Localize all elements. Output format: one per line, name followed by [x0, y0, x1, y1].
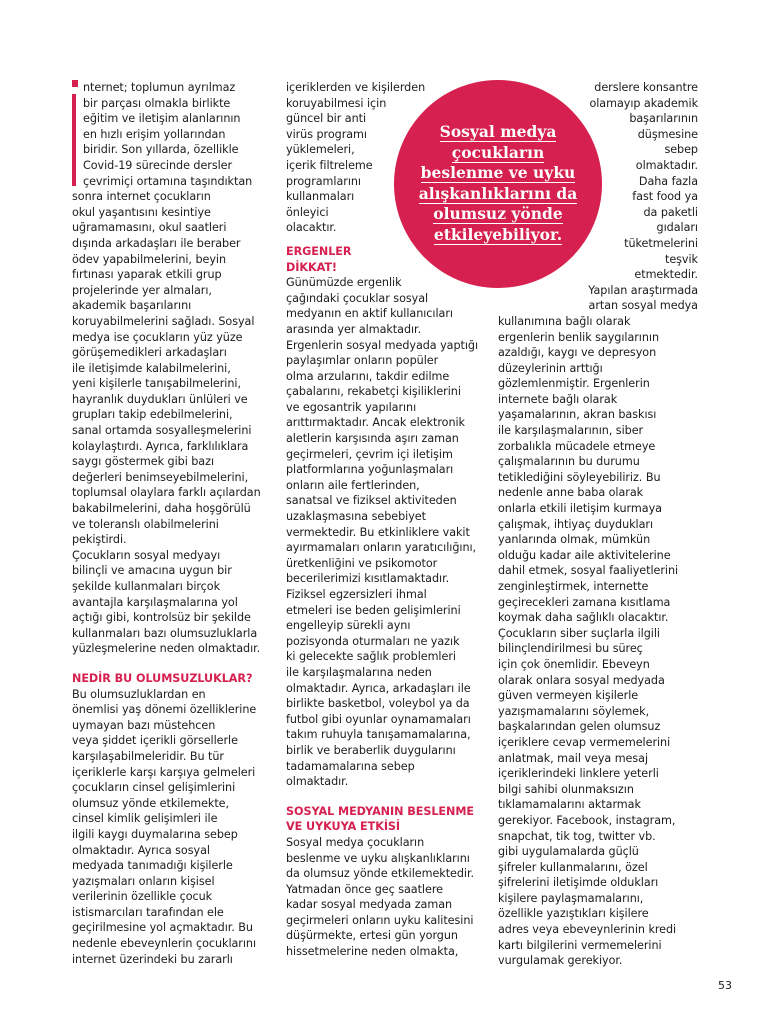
text-line: Yapılan araştırmada: [588, 283, 698, 297]
text-line: açtığı gibi, kontrolsüz bir şekilde: [72, 611, 251, 625]
text-line: kolaylaştırdı. Ayrıca, farklılıklara: [72, 439, 249, 453]
pull-quote-line: çocukların: [451, 142, 545, 162]
text-line: bakabilmelerini, daha hoşgörülü: [72, 502, 251, 516]
pull-quote-line: Sosyal medya: [439, 122, 557, 141]
text-line: şekilde kullanmaları birçok: [72, 580, 221, 593]
text-line: ilgili kaygı duymalarına sebep: [72, 827, 238, 841]
text-line: nedenle ebeveynlerin çocuklarını: [72, 937, 257, 951]
text-line: ile karşılaşmalarının, siber: [498, 424, 644, 438]
text-line: hayranlık duydukları ünlüleri ve: [72, 392, 248, 406]
text-line: aletlerin karşısında aşırı zaman: [286, 432, 459, 446]
text-line: sanal ortamda sosyalleşmelerini: [72, 424, 252, 438]
text-line: Daha fazla: [638, 174, 698, 188]
text-line: engelleyip sürekli aynı: [286, 619, 411, 633]
pull-quote-line: olumsuz yönde: [433, 204, 563, 224]
page-number: 53: [718, 979, 732, 992]
text-line: beslenme ve uyku alışkanlıklarını: [286, 851, 470, 865]
text-line: özellikle yazıştıkları kişilere: [498, 907, 649, 921]
text-line: istismarcıları tarafından ele: [72, 905, 224, 919]
text-line: onların aile fertlerinden,: [286, 478, 420, 492]
text-line: tıklamamalarını aktarmak: [498, 798, 641, 812]
text-line: uğramamasını, okul saatleri: [72, 221, 227, 235]
text-line: derslere konsantre: [594, 81, 698, 94]
text-line: yanlarında olmak, mümkün: [498, 533, 651, 547]
text-line: görüşemedikleri arkadaşları: [72, 346, 227, 360]
text-line: sanatsal ve fiziksel aktiviteden: [286, 494, 457, 508]
text-line: bilinçli ve amacına uygun bir: [72, 564, 232, 578]
text-line: olacaktır.: [286, 221, 337, 235]
text-line: Çocukların sosyal medyayı: [72, 548, 221, 562]
text-line: ve toleranslı olabilmelerini: [72, 517, 219, 531]
text-line: olumsuz yönde etkilemekte,: [72, 796, 230, 810]
text-line: uzaklaşmasına sebebiyet: [286, 510, 426, 524]
text-line: geçirilmesine yol açmaktadır. Bu: [72, 921, 253, 935]
text-line: Yatmadan önce geç saatlere: [286, 882, 443, 896]
text-line: olduğu kadar aile aktivitelerine: [498, 548, 671, 562]
text-line: olma arzularını, takdir edilme: [286, 369, 450, 383]
text-line: yeni kişilerle tanışabilmelerini,: [72, 377, 241, 391]
text-line: olamayıp akademik: [589, 96, 698, 110]
text-line: becerilerimizi kısıtlamaktadır.: [286, 572, 450, 586]
text-line: medyanın en aktif kullanıcıları: [286, 307, 453, 321]
text-line: ergenlerin benlik saygılarının: [498, 330, 660, 344]
text-line: olmaktadır.: [635, 158, 698, 172]
text-line: okul yaşantısını kesintiye: [72, 205, 211, 219]
text-line: en hızlı erişim yollarından: [83, 127, 226, 141]
text-line: geçirmeleri, çevrim içi iletişim: [286, 447, 453, 461]
section-heading: VE UYKUYA ETKİSİ: [286, 820, 401, 834]
text-line: kullanmaları: [286, 190, 355, 204]
text-line: internet üzerindeki bu zararlı: [72, 952, 233, 966]
text-line: gerekiyor. Facebook, instagram,: [498, 813, 676, 827]
text-line: üretkenliğini ve psikomotor: [286, 556, 438, 570]
text-line: paylaşımlar onların popüler: [286, 354, 439, 368]
text-line: düzeylerinin arttığı: [498, 361, 603, 375]
text-line: sebep: [664, 143, 698, 157]
text-line: geçirmeleri onların uyku kalitesini: [286, 913, 474, 927]
text-line: snapchat, tik tog, twitter vb.: [498, 829, 656, 843]
pull-quote-line: beslenme ve uyku: [420, 163, 576, 183]
text-line: tadamamalarına sebep: [286, 759, 415, 773]
text-line: eğitim ve iletişim alanlarının: [83, 112, 241, 126]
text-line: Fiziksel egzersizleri ihmal: [286, 588, 427, 601]
text-line: bilgi sahibi olunmaksızın: [498, 782, 634, 796]
text-line: medyada tanımadığı kişilerle: [72, 859, 233, 873]
text-line: çağındaki çocuklar sosyal: [286, 291, 429, 305]
text-line: içeriklerden ve kişilerden: [286, 81, 426, 94]
text-line: kişilere paylaşmamalarını,: [498, 891, 644, 905]
text-line: zenginleştirmek, internette: [498, 580, 649, 593]
text-line: zorbalıkla mücadele etmeye: [498, 439, 656, 453]
text-line: yüzleşmelerine neden olmaktadır.: [72, 642, 261, 656]
text-line: birlik ve beraberlik duygularını: [286, 743, 456, 757]
text-line: Çocukların siber suçlarla ilgili: [498, 626, 660, 640]
text-line: ile iletişimde kalabilmelerini,: [72, 361, 231, 375]
text-line: projelerinde yer almaları,: [72, 283, 212, 297]
text-line: etmektedir.: [634, 268, 698, 282]
text-line: da olumsuz yönde etkilemektedir.: [286, 867, 475, 881]
text-line: çabalarını, rekabetçi kişiliklerini: [286, 385, 461, 399]
text-line: Sosyal medya çocukların: [286, 835, 425, 849]
text-line: adres veya ebeveynlerinin kredi: [498, 923, 677, 937]
text-line: arasında yer almaktadır.: [286, 322, 422, 336]
text-line: için çok önemlidir. Ebeveyn: [498, 657, 650, 671]
text-line: teşvik: [664, 252, 698, 266]
text-line: avantajla karşılaşmalarına yol: [72, 595, 238, 609]
text-line: Ergenlerin sosyal medyada yaptığı: [286, 338, 479, 352]
pull-quote-line: alışkanlıklarını da: [418, 183, 578, 203]
text-line: gözlemlenmiştir. Ergenlerin: [498, 377, 650, 391]
text-line: uymayan bazı müstehcen: [72, 718, 216, 732]
text-line: yaşamalarının, akran baskısı: [498, 408, 657, 422]
text-line: olarak onlara sosyal medyada: [498, 673, 665, 687]
paragraph-gap: [72, 657, 272, 671]
text-line: önleyici: [286, 205, 329, 219]
pull-quote-line: etkileyebiliyor.: [433, 224, 563, 244]
text-line: koruyabilmelerini sağladı. Sosyal: [72, 314, 255, 328]
text-line: Covid-19 sürecinde dersler: [83, 158, 233, 172]
text-line: çocukların cinsel gelişimlerini: [72, 781, 236, 795]
text-line: pekiştirdi.: [72, 533, 127, 547]
text-line: Bu olumsuzluklardan en: [72, 687, 206, 701]
text-line: virüs programı: [286, 127, 367, 141]
text-line: arıttırmaktadır. Ancak elektronik: [286, 416, 465, 430]
text-line: bir parçası olmakla birlikte: [83, 96, 231, 110]
text-line: akademik başarılarını: [72, 299, 192, 313]
text-line: artan sosyal medya: [588, 299, 698, 313]
text-line: kartı bilgilerini vermemelerini: [498, 938, 662, 952]
text-line: olmaktadır. Ayrıca sosyal: [72, 843, 210, 857]
text-line: sonra internet çocukların: [72, 190, 211, 204]
text-line: karşılaşabilmeleridir. Bu tür: [72, 749, 224, 763]
text-line: dahil etmek, sosyal faaliyetlerini: [498, 564, 679, 578]
text-line: nternet; toplumun ayrılmaz: [83, 81, 236, 94]
text-line: önemlisi yaş dönemi özelliklerine: [72, 703, 257, 717]
text-line: dışında arkadaşları ile beraber: [72, 236, 241, 250]
section-heading: NEDİR BU OLUMSUZLUKLAR?: [72, 671, 253, 685]
text-line: ile karşılaşmalarına neden: [286, 665, 432, 679]
text-line: tüketmelerini: [624, 236, 698, 250]
text-line: ve egosantrik yapılarını: [286, 400, 417, 414]
article-column-1: [72, 80, 272, 967]
text-line: olmaktadır. Ayrıca, arkadaşları ile: [286, 681, 471, 695]
text-line: veya şiddet içerikli görsellerle: [72, 734, 238, 748]
text-line: güven vermeyen kişilerle: [498, 689, 639, 703]
section-heading: ERGENLER: [286, 244, 352, 258]
text-line: programlarını: [286, 174, 361, 188]
section-heading: SOSYAL MEDYANIN BESLENME: [286, 804, 474, 818]
text-line: şifreler kullanmalarını, özel: [498, 860, 648, 874]
text-line: şifrelerini iletişimde oldukları: [498, 876, 659, 890]
text-line: geçirecekleri zamana kısıtlama: [498, 595, 671, 609]
text-line: cinsel kimlik gelişimleri ile: [72, 812, 218, 826]
text-line: düşürmekte, ertesi gün yorgun: [286, 929, 458, 943]
text-line: pozisyonda oturmaları ne yazık: [286, 634, 460, 648]
text-line: başkalarından gelen olumsuz: [498, 720, 661, 734]
text-line: gıdaları: [656, 221, 698, 235]
text-line: içerik filtreleme: [286, 158, 373, 172]
text-line: birlikte basketbol, voleybol ya da: [286, 697, 470, 711]
text-line: başarılarının: [629, 112, 698, 126]
text-line: bilinçlendirilmesi bu süreç: [498, 642, 643, 656]
text-line: ki gelecekte sağlık problemleri: [286, 650, 456, 664]
text-line: yazışmamalarını söylemek,: [498, 704, 650, 718]
text-line: futbol gibi oyunlar oynamamaları: [286, 712, 471, 726]
text-line: fırtınası yaparak etkili grup: [72, 268, 222, 282]
text-line: azaldığı, kaygı ve depresyon: [498, 346, 657, 360]
text-line: vermektedir. Bu etkinliklere vakit: [286, 525, 470, 539]
text-line: koruyabilmesi için: [286, 96, 387, 110]
text-line: çalışmalarının bu durumu: [498, 455, 640, 469]
text-line: içeriklere cevap vermemelerini: [498, 735, 671, 749]
text-line: nedenle anne baba olarak: [498, 486, 644, 500]
text-line: ödev yapabilmelerini, beyin: [72, 252, 227, 266]
text-line: fast food ya: [632, 190, 698, 204]
text-line: gibi uygulamalarda güçlü: [498, 845, 639, 859]
text-line: koymak daha sağlıklı olacaktır.: [498, 611, 669, 625]
text-line: platformlarına yoğunlaşmaları: [286, 463, 454, 477]
text-line: güncel bir anti: [286, 112, 367, 126]
text-line: kullanmaları bazı olumsuzluklarla: [72, 626, 258, 640]
text-line: etmeleri ise beden gelişimlerini: [286, 603, 461, 617]
paragraph-gap: [286, 790, 486, 804]
text-line: yüklemeleri,: [286, 143, 355, 157]
text-line: grupları takip edebilmelerini,: [72, 408, 233, 422]
text-line: düşmesine: [637, 127, 698, 141]
text-line: çalışmak, ihtiyaç duydukları: [498, 517, 654, 531]
text-line: tetiklediğini söyleyebiliriz. Bu: [498, 470, 661, 484]
text-line: medya ise çocukların yüz yüze: [72, 330, 243, 344]
text-line: içeriklerindeki linklere yeterli: [498, 767, 659, 781]
text-line: çevrimiçi ortamına taşındıktan: [83, 174, 253, 188]
text-line: olmaktadır.: [286, 775, 349, 789]
text-line: biridir. Son yıllarda, özellikle: [83, 143, 239, 157]
text-line: anlatmak, mail veya mesaj: [498, 751, 649, 765]
text-line: da paketli: [643, 205, 698, 219]
text-line: kullanımına bağlı olarak: [498, 314, 631, 328]
text-line: takım ruhuyla tanışamamalarına,: [286, 728, 471, 742]
text-line: Günümüzde ergenlik: [286, 276, 402, 290]
text-line: yazışmaları onların kişisel: [72, 874, 215, 888]
text-line: vurgulamak gerekiyor.: [498, 954, 623, 968]
text-line: kadar sosyal medyada zaman: [286, 898, 453, 912]
section-heading: DİKKAT!: [286, 260, 337, 274]
text-line: değerleri benimseyebilmelerini,: [72, 470, 249, 484]
text-line: ayırmamaları onların yaratıcılığını,: [286, 541, 477, 555]
text-line: internete bağlı olarak: [498, 392, 618, 406]
text-line: verilerinin özellikle çocuk: [72, 890, 213, 904]
pull-quote: [394, 122, 602, 246]
text-line: hissetmelerine neden olmakta,: [286, 945, 459, 959]
text-line: saygı göstermek gibi bazı: [72, 455, 214, 469]
text-line: içeriklerle karşı karşıya gelmeleri: [72, 765, 256, 779]
text-line: onlarla etkili iletişim kurmaya: [498, 502, 662, 516]
text-line: toplumsal olaylara farklı açılardan: [72, 486, 261, 500]
